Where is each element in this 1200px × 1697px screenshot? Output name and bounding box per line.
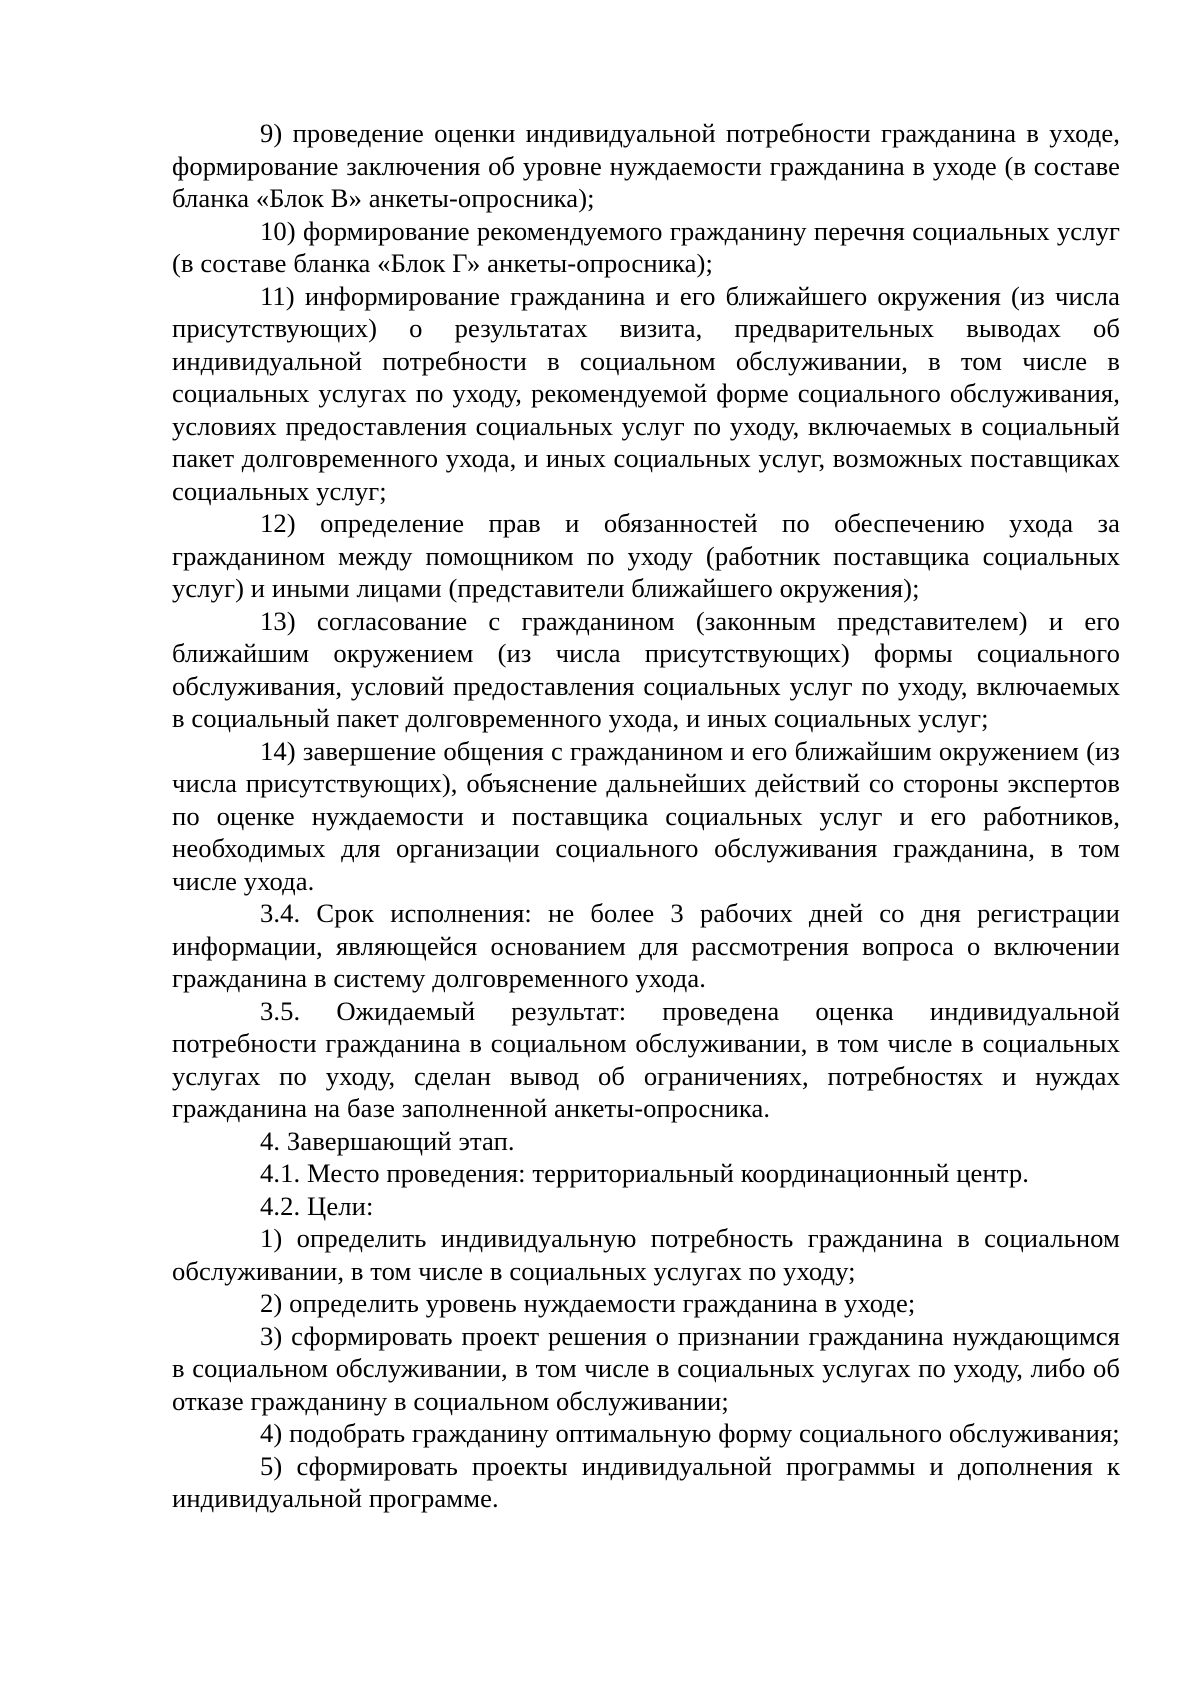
paragraph-item-13: 13) согласование с гражданином (законным представителем) и его ближайшим окружением (из числа присутствующих) формы социального обслуживания, условий предоставления социальных услуг по уходу, включаемых в социальный пакет долговременного ухода, и иных социальных услуг; bbox=[172, 605, 1120, 733]
goal-item-3: 3) сформировать проект решения о признании гражданина нуждающимся в социальном обслуживании, в том числе в социальных услугах по уходу, либо об отказе гражданину в социальном обслуживании; bbox=[172, 1320, 1120, 1416]
paragraph-item-9: 9) проведение оценки индивидуальной потребности гражданина в уходе, формирование заключения об уровне нуждаемости гражданина в уходе (в составе бланка «Блок В» анкеты-опросника); bbox=[172, 118, 1120, 213]
paragraph-item-12: 12) определение прав и обязанностей по обеспечению ухода за гражданином между помощником по уходу (работник поставщика социальных услуг) и иными лицами (представители ближайшего окружения); bbox=[172, 508, 1120, 603]
paragraph-expected-result: 3.5. Ожидаемый результат: проведена оценка индивидуальной потребности гражданина в социальном обслуживании, в том числе в социальных услугах по уходу, сделан вывод об ограничениях, потребностях и нуждах гражданина на базе заполненной анкеты-опросника. bbox=[172, 995, 1120, 1123]
paragraph-goals-heading: 4.2. Цели: bbox=[260, 1190, 374, 1221]
paragraph-location: 4.1. Место проведения: территориальный координационный центр. bbox=[260, 1158, 1029, 1188]
goal-item-2: 2) определить уровень нуждаемости гражданина в уходе; bbox=[260, 1288, 916, 1318]
paragraph-item-10: 10) формирование рекомендуемого гражданину перечня социальных услуг (в составе бланка «Блок Г» анкеты-опросника); bbox=[172, 215, 1120, 278]
document-page bbox=[172, 117, 1120, 1515]
paragraph-item-11: 11) информирование гражданина и его ближайшего окружения (из числа присутствующих) о результатах визита, предварительных выводах об индивидуальной потребности в социальном обслуживании, в том числе в социальных услугах по уходу, рекомендуемой форме социального обслуживания, условиях предоставления социальных услуг по уходу, включаемых в социальный пакет долговременного ухода, и иных социальных услуг, возможных поставщиках социальных услуг; bbox=[172, 280, 1120, 506]
paragraph-deadline: 3.4. Срок исполнения: не более 3 рабочих дней со дня регистрации информации, являющейся основанием для рассмотрения вопроса о включении гражданина в систему долговременного ухода. bbox=[172, 898, 1120, 993]
goal-item-1: 1) определить индивидуальную потребность гражданина в социальном обслуживании, в том числе в социальных услугах по уходу; bbox=[172, 1223, 1120, 1286]
paragraph-item-14: 14) завершение общения с гражданином и его ближайшим окружением (из числа присутствующих), объяснение дальнейших действий со стороны экспертов по оценке нуждаемости и поставщика социальных услуг и его работников, необходимых для организации социального обслуживания гражданина, в том числе ухода. bbox=[172, 735, 1120, 896]
section-heading-final-stage: 4. Завершающий этап. bbox=[260, 1125, 515, 1156]
goal-item-5: 5) сформировать проекты индивидуальной программы и дополнения к индивидуальной программе. bbox=[172, 1450, 1120, 1513]
goal-item-4: 4) подобрать гражданину оптимальную форму социального обслуживания; bbox=[260, 1418, 1120, 1448]
